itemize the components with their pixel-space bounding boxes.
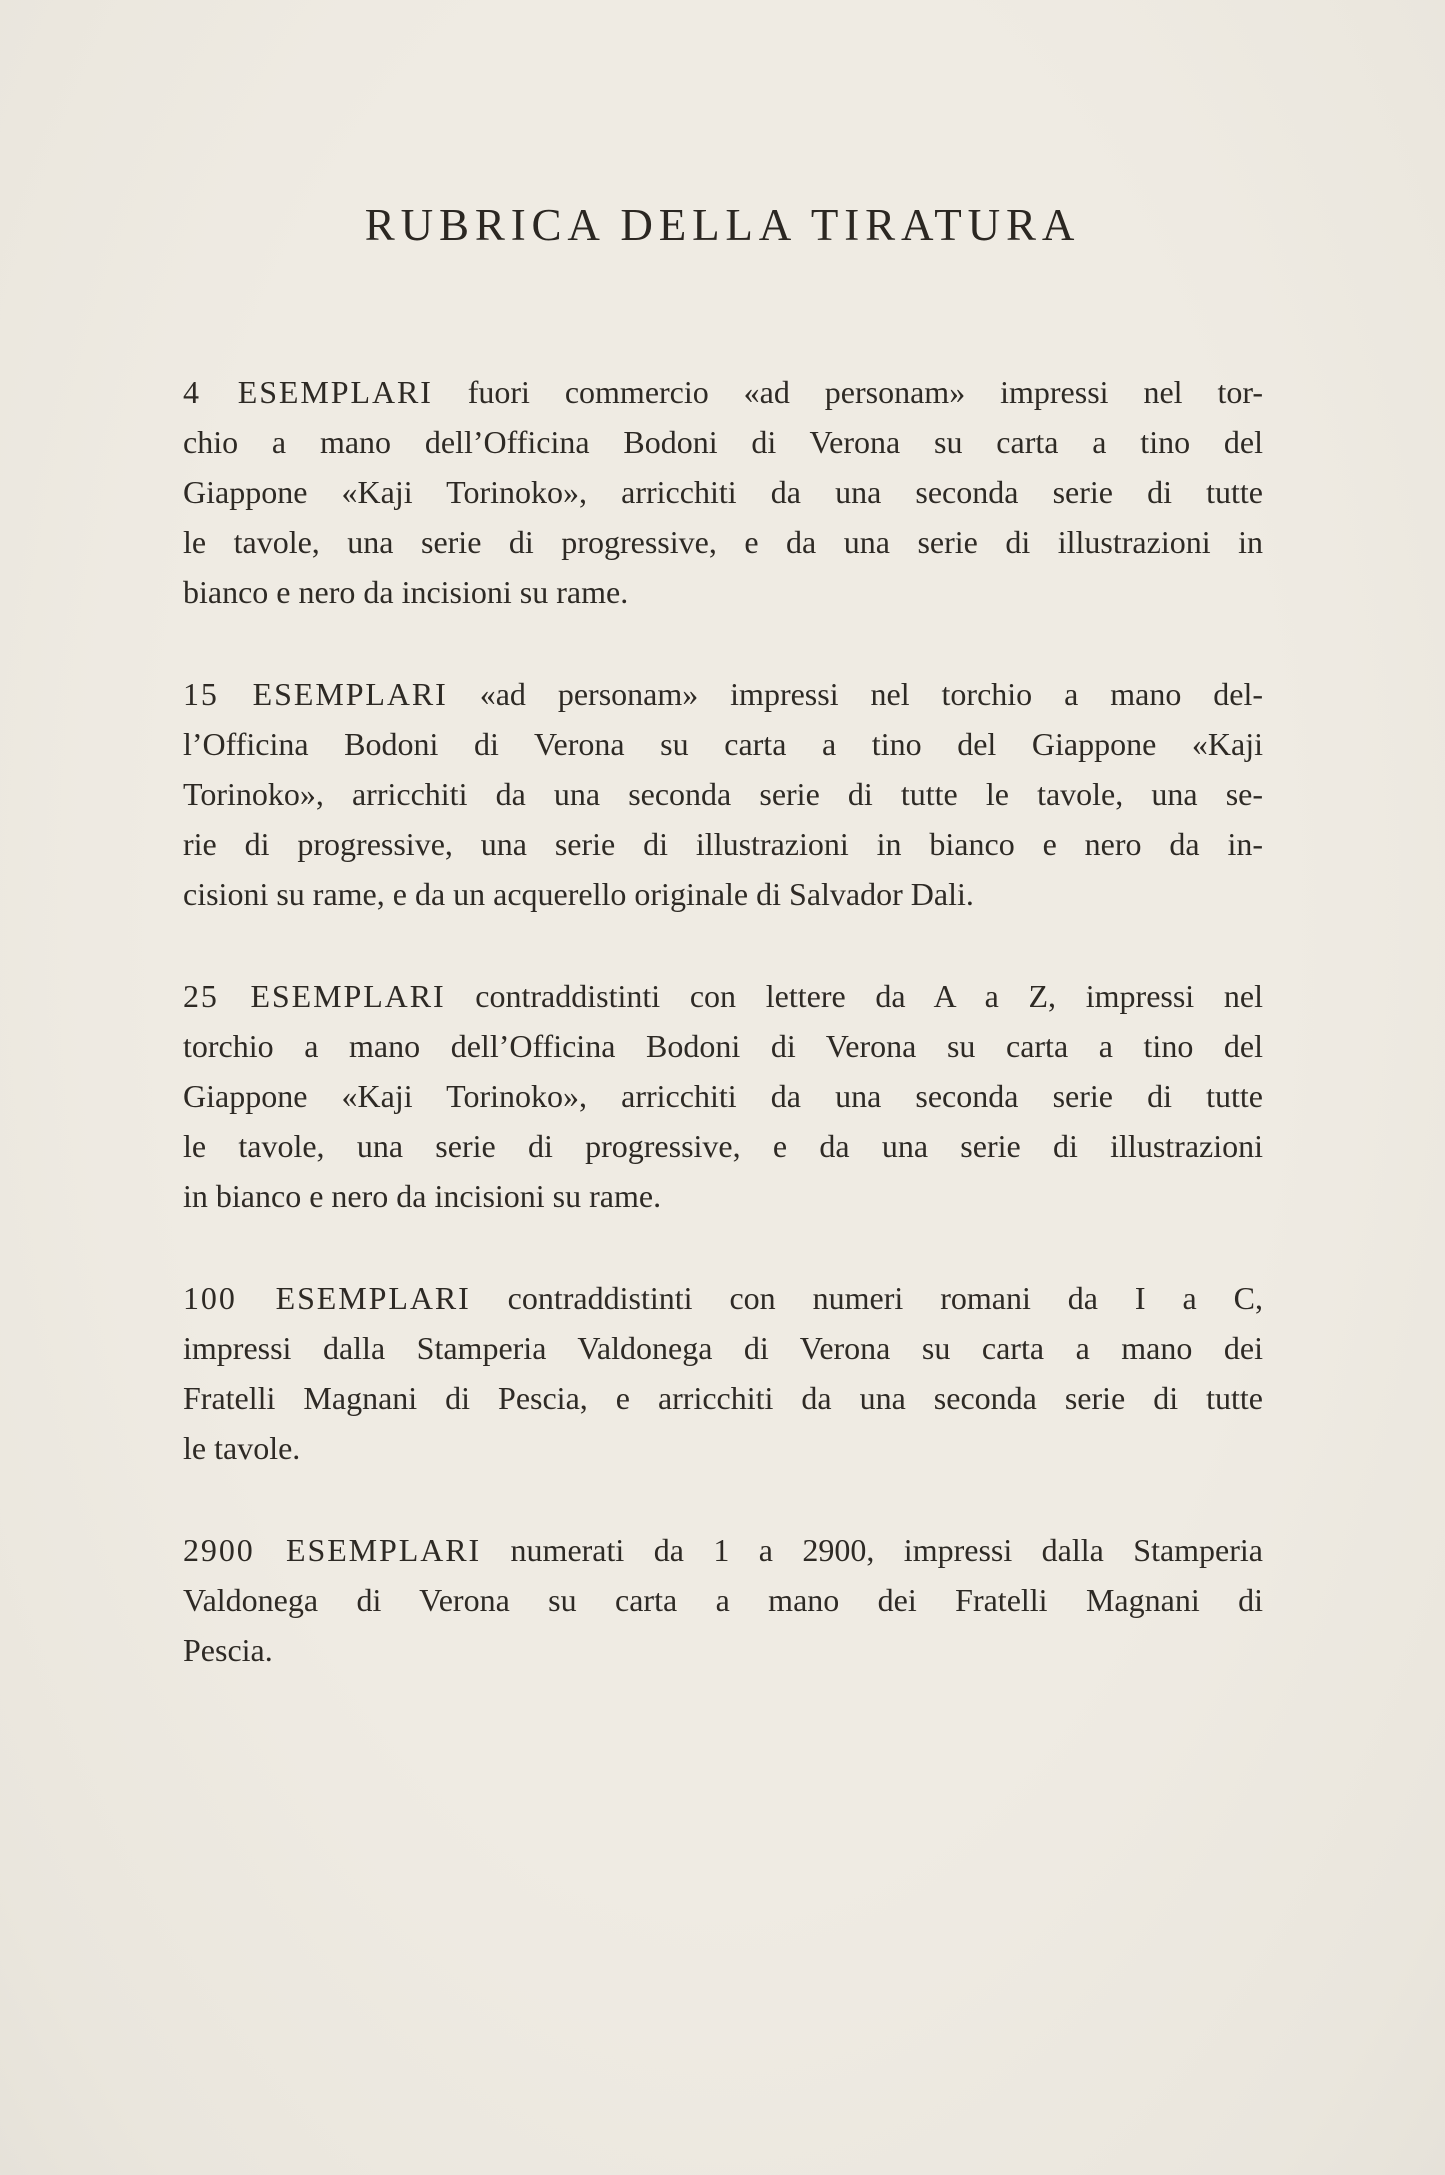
text-line-rest: contraddistinti con numeri romani da I a C, [507, 1280, 1264, 1316]
paragraph-lead: 15 ESEMPLARI [183, 676, 448, 712]
paragraph-4-esemplari [183, 367, 1263, 617]
text-line-rest: fuori commercio «ad personam» impressi nel tor- [467, 374, 1264, 410]
text-line: Valdonega di Verona su carta a mano dei Fratelli Magnani di [183, 1582, 1263, 1618]
paragraph-15-esemplari [183, 669, 1263, 919]
text-line: le tavole, una serie di progressive, e da una serie di illustrazioni [183, 1128, 1263, 1164]
text-line: Fratelli Magnani di Pescia, e arricchiti da una seconda serie di tutte [183, 1380, 1263, 1416]
paragraph-100-esemplari [183, 1273, 1263, 1473]
paragraph-lead: 100 ESEMPLARI [183, 1280, 471, 1316]
text-line: chio a mano dell’Officina Bodoni di Verona su carta a tino del [183, 424, 1263, 460]
text-line: Torinoko», arricchiti da una seconda serie di tutte le tavole, una se- [183, 776, 1263, 812]
text-line: le tavole. [183, 1430, 301, 1466]
text-line: Giappone «Kaji Torinoko», arricchiti da una seconda serie di tutte [183, 1078, 1263, 1114]
paragraph-lead: 25 ESEMPLARI [183, 978, 446, 1014]
text-line: impressi dalla Stamperia Valdonega di Verona su carta a mano dei [183, 1330, 1263, 1366]
text-line-rest: contraddistinti con lettere da A a Z, impressi nel [475, 978, 1264, 1014]
text-line: in bianco e nero da incisioni su rame. [183, 1178, 662, 1214]
text-line [183, 669, 1263, 719]
paragraph-25-esemplari [183, 971, 1263, 1221]
paragraph-lead: 4 ESEMPLARI [183, 374, 433, 410]
text-line [183, 367, 1263, 417]
text-line-rest: numerati da 1 a 2900, impressi dalla Stamperia [510, 1532, 1264, 1568]
text-line: le tavole, una serie di progressive, e da una serie di illustrazioni in [183, 524, 1263, 560]
text-line: cisioni su rame, e da un acquerello originale di Salvador Dali. [183, 876, 974, 912]
paragraph-2900-esemplari [183, 1525, 1263, 1675]
text-line-rest: «ad personam» impressi nel torchio a mano del- [479, 676, 1264, 712]
text-line: l’Officina Bodoni di Verona su carta a tino del Giappone «Kaji [183, 726, 1263, 762]
text-line [183, 1273, 1263, 1323]
text-line: torchio a mano dell’Officina Bodoni di Verona su carta a tino del [183, 1028, 1263, 1064]
text-line: bianco e nero da incisioni su rame. [183, 574, 629, 610]
text-block [183, 367, 1263, 1727]
text-line [183, 971, 1263, 1021]
paragraph-lead: 2900 ESEMPLARI [183, 1532, 482, 1568]
text-line: rie di progressive, una serie di illustrazioni in bianco e nero da in- [183, 826, 1263, 862]
text-line: Giappone «Kaji Torinoko», arricchiti da una seconda serie di tutte [183, 474, 1263, 510]
page-title: RUBRICA DELLA TIRATURA [364, 200, 1081, 250]
text-line: Pescia. [183, 1632, 273, 1668]
text-line [183, 1525, 1263, 1575]
